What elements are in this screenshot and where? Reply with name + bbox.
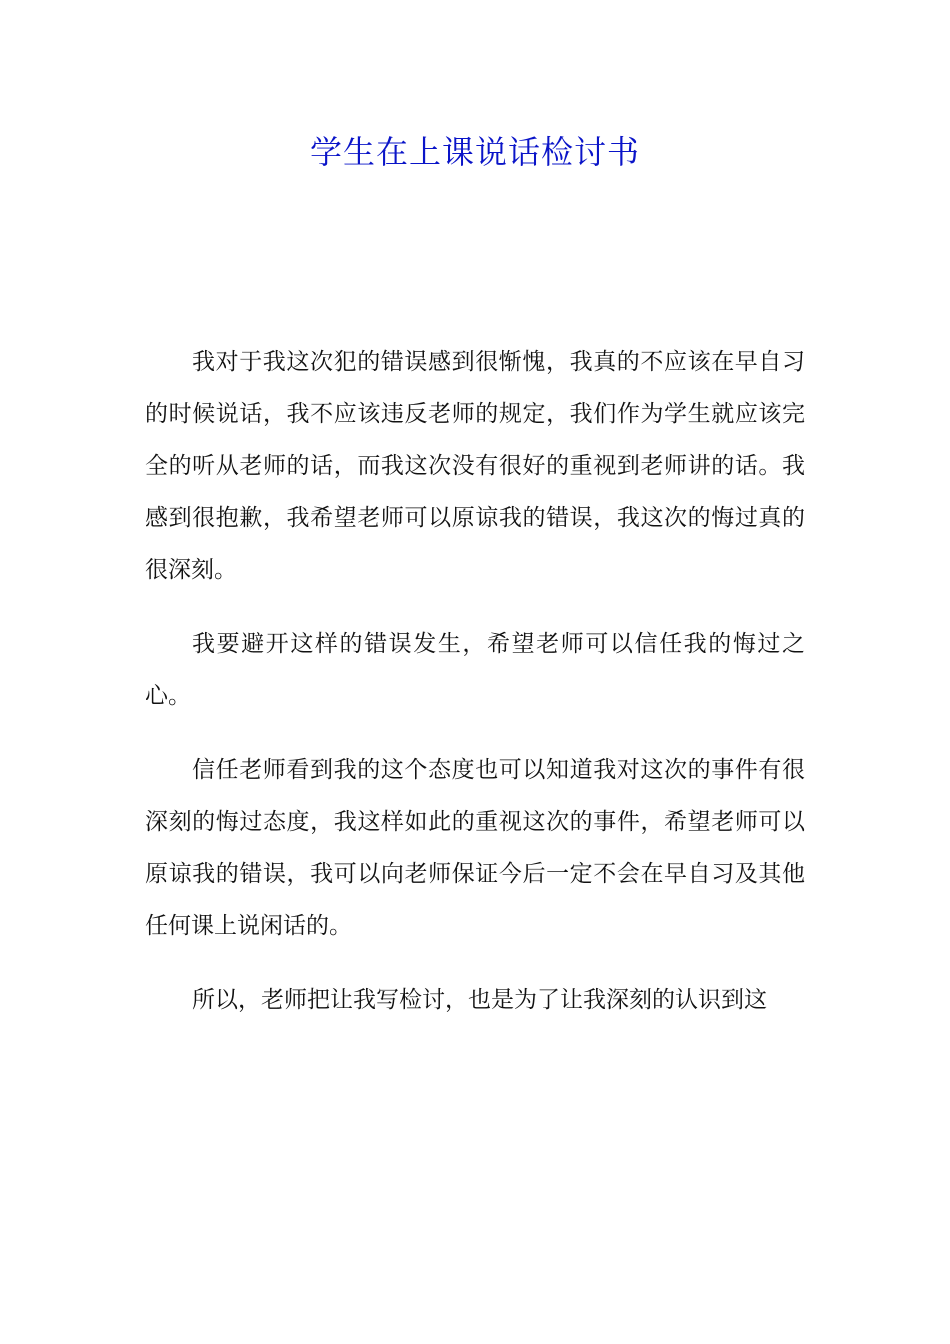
paragraph-3: 信任老师看到我的这个态度也可以知道我对这次的事件有很深刻的悔过态度，我这样如此的重视这次的事件，希望老师可以原谅我的错误，我可以向老师保证今后一定不会在早自习及其他任何课上说闲话的。 bbox=[145, 757, 805, 939]
paragraph-1: 我对于我这次犯的错误感到很惭愧，我真的不应该在早自习的时候说话，我不应该违反老师的规定，我们作为学生就应该完全的听从老师的话，而我这次没有很好的重视到老师讲的话。我感到很抱歉，我希望老师可以原谅我的错误，我这次的悔过真的很深刻。 bbox=[145, 349, 805, 583]
document-title: 学生在上课说话检讨书 bbox=[309, 133, 640, 171]
document-body bbox=[145, 336, 805, 1048]
paragraph-4: 所以，老师把让我写检讨，也是为了让我深刻的认识到这 bbox=[192, 987, 767, 1013]
paragraph-2: 我要避开这样的错误发生，希望老师可以信任我的悔过之心。 bbox=[145, 631, 805, 709]
